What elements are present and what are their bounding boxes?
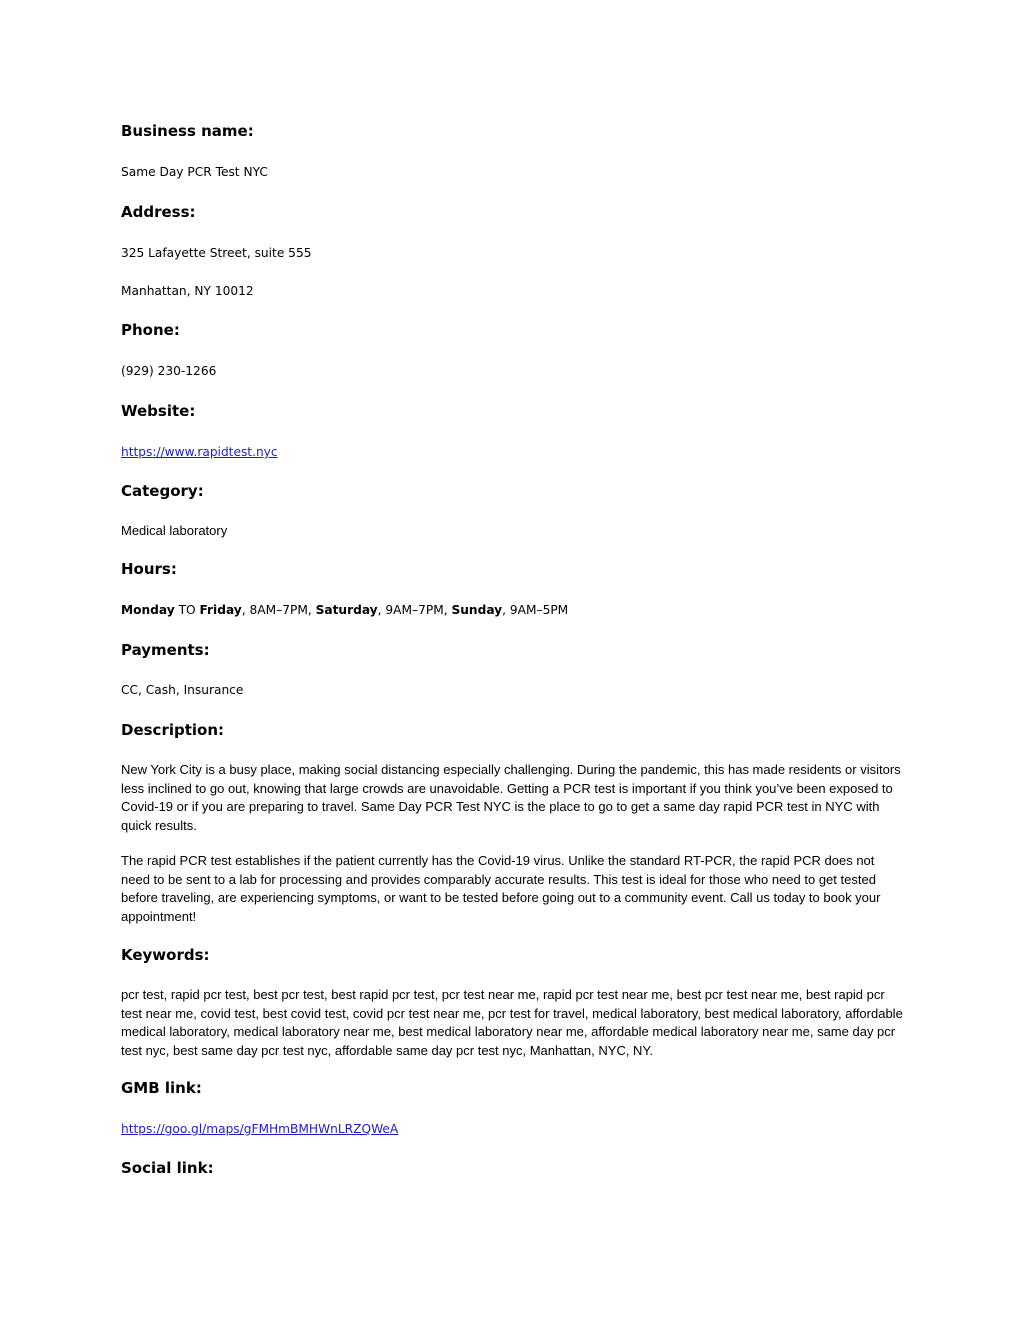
keywords-heading: Keywords:: [121, 946, 210, 964]
hours-heading: Hours:: [121, 560, 177, 578]
address-heading: Address:: [121, 203, 196, 221]
address-line-1: 325 Lafayette Street, suite 555: [121, 246, 312, 260]
hours-to: TO: [174, 603, 200, 617]
hours-day-monday: Monday: [121, 603, 175, 617]
category-heading: Category:: [121, 482, 204, 500]
address-line-2: Manhattan, NY 10012: [121, 284, 254, 298]
description-paragraph-1: New York City is a busy place, making social distancing especially challenging. During the pandemic, this has made residents or visitors less inclined to go out, knowing that large crowds are unavoidable. Getting a PCR test is important if you think you’ve been exposed to Covid-19 or if you are preparing to travel. Same Day PCR Test NYC is the place to go to get a same day rapid PCR test in NYC with quick results.: [121, 762, 901, 833]
hours-weekday-range: , 8AM–7PM,: [241, 603, 316, 617]
business-name-value: Same Day PCR Test NYC: [121, 165, 268, 179]
description-paragraph-2: The rapid PCR test establishes if the patient currently has the Covid-19 virus. Unlike the standard RT-PCR, the rapid PCR does not need to be sent to a lab for processing and provides comparably accurate results. This test is ideal for those who need to get tested before traveling, are experiencing symptoms, or want to be tested before going out to a community event. Call us today to book your appointment!: [121, 853, 881, 924]
hours-line: [121, 601, 568, 619]
business-name-heading: Business name:: [121, 122, 254, 140]
website-heading: Website:: [121, 402, 196, 420]
payments-heading: Payments:: [121, 641, 210, 659]
website-link[interactable]: https://www.rapidtest.nyc: [121, 445, 278, 459]
hours-day-saturday: Saturday: [315, 603, 378, 617]
social-link-heading: Social link:: [121, 1159, 214, 1177]
gmb-link-line: [121, 1120, 398, 1138]
phone-value: (929) 230-1266: [121, 364, 217, 378]
keywords-value: pcr test, rapid pcr test, best pcr test, best rapid pcr test, pcr test near me, rapid pcr test near me, best pcr test near me, best rapid pcr test near me, covid test, best covid test, covid pcr test near me, pcr test for travel, medical laboratory, best medical laboratory, affordable medical laboratory, medical laboratory near me, best medical laboratory near me, affordable medical laboratory near me, same day pcr test nyc, best same day pcr test nyc, affordable same day pcr test nyc, Manhattan, NYC, NY.: [121, 987, 903, 1058]
hours-saturday-range: , 9AM–7PM,: [377, 603, 452, 617]
gmb-link[interactable]: https://goo.gl/maps/gFMHmBMHWnLRZQWeA: [121, 1122, 399, 1136]
payments-value: CC, Cash, Insurance: [121, 683, 244, 697]
hours-sunday-range: , 9AM–5PM: [502, 603, 569, 617]
hours-day-friday: Friday: [199, 603, 242, 617]
website-line: [121, 443, 278, 461]
phone-heading: Phone:: [121, 321, 180, 339]
hours-day-sunday: Sunday: [451, 603, 503, 617]
gmb-link-heading: GMB link:: [121, 1079, 202, 1097]
category-value: Medical laboratory: [121, 523, 228, 538]
description-heading: Description:: [121, 721, 225, 739]
